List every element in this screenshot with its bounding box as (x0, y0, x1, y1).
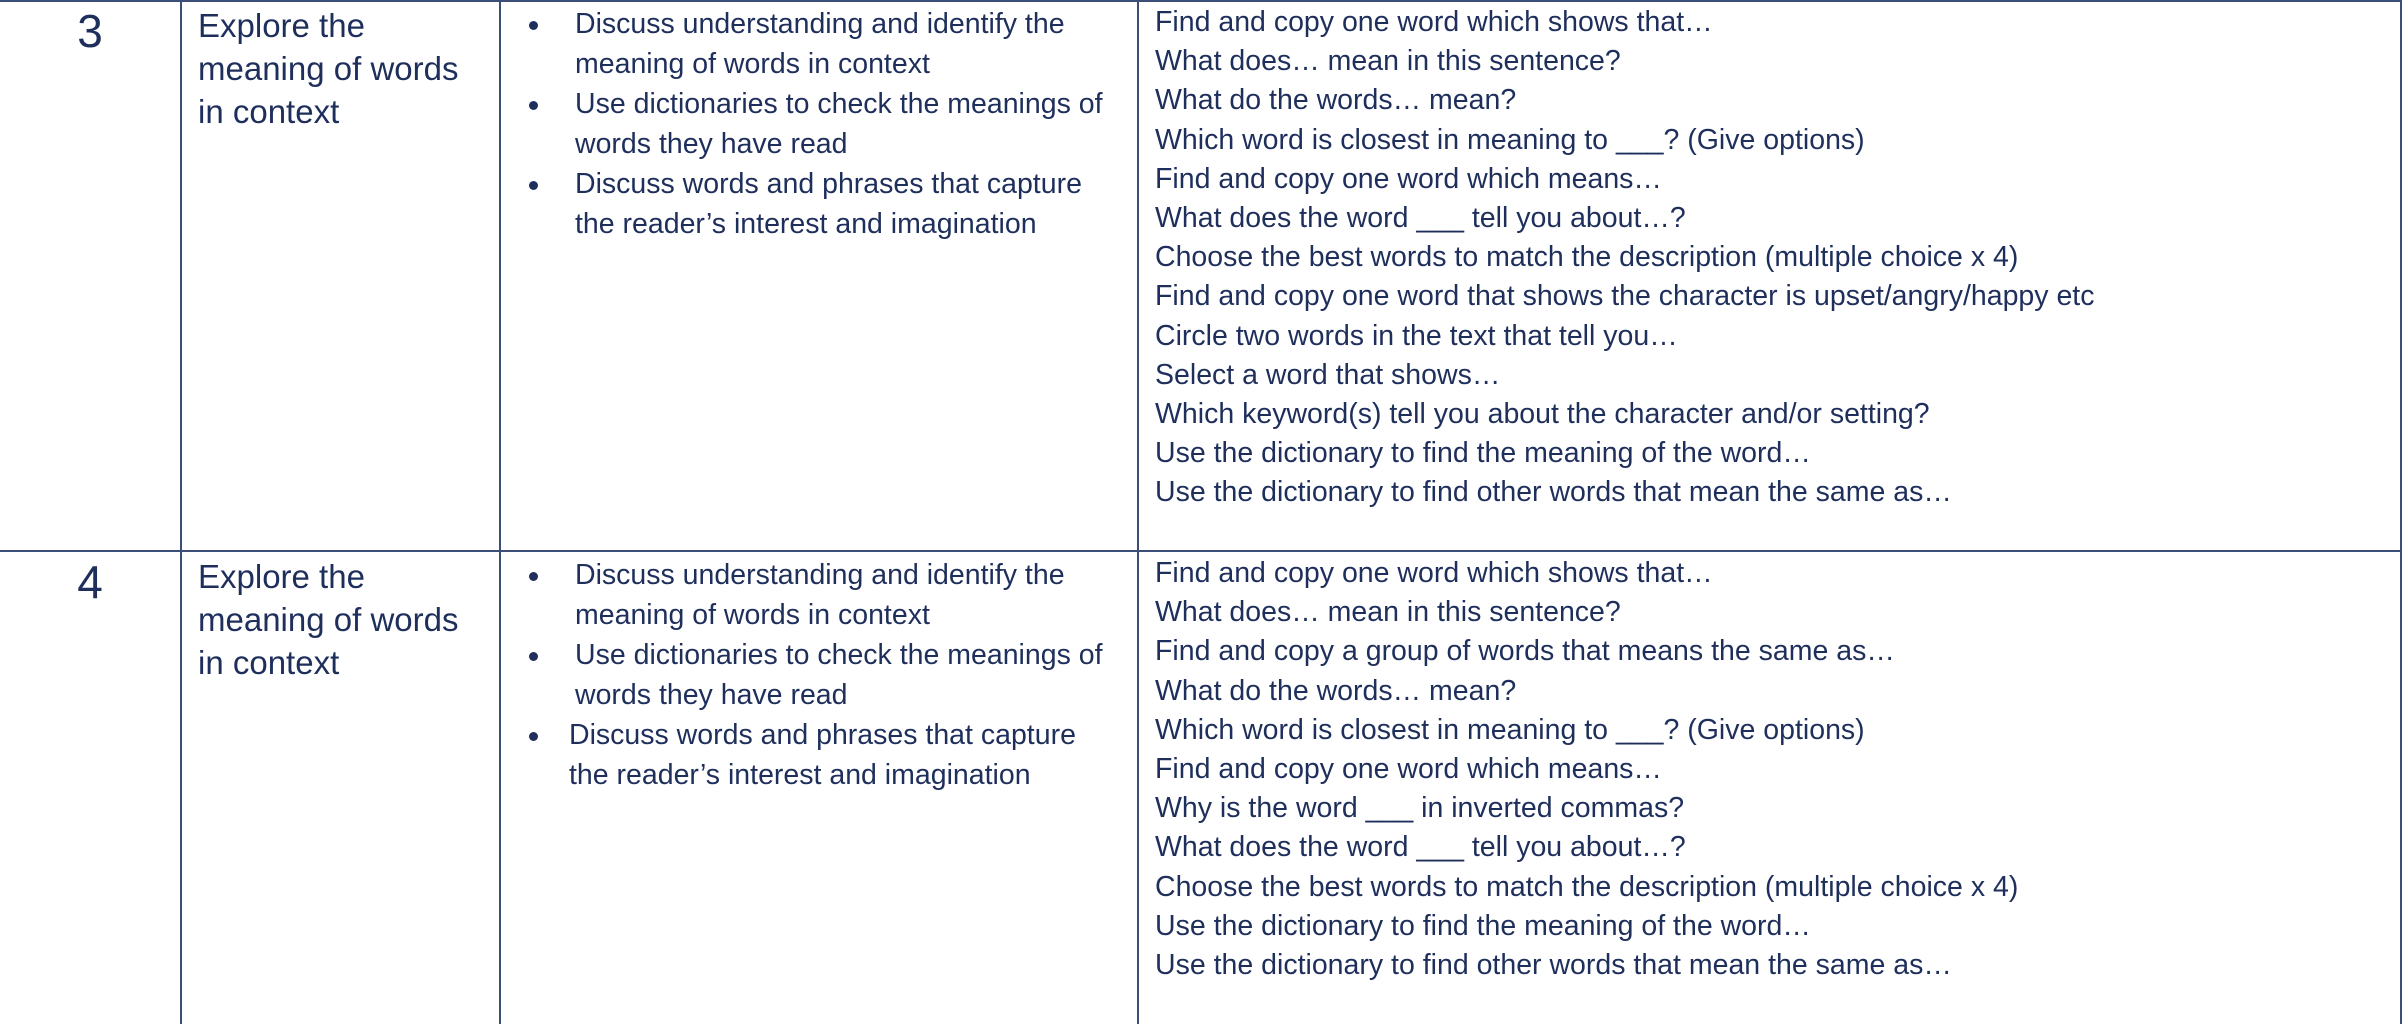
question-stems-cell (1138, 3, 2402, 513)
skills-list (510, 555, 1124, 795)
question-stem: Use the dictionary to find other words that mean the same as… (1155, 949, 1952, 982)
skills-cell (500, 4, 1138, 244)
skill-item (510, 635, 1124, 715)
question-stem: Select a word that shows… (1155, 358, 1501, 391)
question-stem: Which word is closest in meaning to ___? (Give options) (1155, 123, 1865, 156)
skill-text: Use dictionaries to check the meanings of (575, 88, 1103, 120)
skill-text: words they have read (575, 128, 848, 160)
question-stem: Find and copy a group of words that means the same as… (1155, 635, 1895, 668)
year-cell: 4 (77, 556, 103, 608)
skills-list (510, 4, 1124, 244)
year-cell: 3 (77, 5, 103, 57)
row-divider (0, 550, 2402, 552)
question-stem: What does… mean in this sentence? (1155, 596, 1621, 629)
question-stem: Find and copy one word that shows the character is upset/angry/happy etc (1155, 280, 2095, 313)
skill-text: the reader’s interest and imagination (575, 208, 1037, 240)
question-stem: Choose the best words to match the description (multiple choice x 4) (1155, 870, 2019, 903)
skill-item (510, 164, 1124, 244)
question-stem: Use the dictionary to find the meaning of the word… (1155, 437, 1811, 470)
skill-text: meaning of words in context (575, 48, 930, 80)
focus-line: meaning of words (198, 50, 459, 87)
question-stem: What does the word ___ tell you about…? (1155, 831, 1686, 864)
question-stem: What do the words… mean? (1155, 674, 1517, 707)
skill-item (510, 84, 1124, 164)
skill-text: the reader’s interest and imagination (569, 759, 1031, 791)
skill-text: Discuss understanding and identify the (575, 559, 1065, 591)
question-stem: Use the dictionary to find other words that mean the same as… (1155, 476, 1952, 509)
focus-cell (180, 555, 500, 684)
question-stem: What does… mean in this sentence? (1155, 45, 1621, 78)
focus-line: Explore the (198, 7, 365, 44)
skill-item (510, 715, 1124, 795)
focus-cell (180, 4, 500, 133)
focus-line: meaning of words (198, 601, 459, 638)
focus-line: in context (198, 93, 340, 130)
question-stem: What does the word ___ tell you about…? (1155, 202, 1686, 235)
question-stem: Circle two words in the text that tell you… (1155, 319, 1678, 352)
question-stem: What do the words… mean? (1155, 84, 1517, 117)
skill-item (510, 555, 1124, 635)
skill-text: Use dictionaries to check the meanings of (575, 639, 1103, 671)
question-stems-cell (1138, 554, 2402, 985)
question-stem: Which word is closest in meaning to ___? (Give options) (1155, 713, 1865, 746)
column-divider (180, 0, 182, 1024)
question-stem: Find and copy one word which means… (1155, 753, 1662, 786)
question-stem: Which keyword(s) tell you about the character and/or setting? (1155, 398, 1930, 431)
skill-text: words they have read (575, 679, 848, 711)
skill-text: Discuss words and phrases that capture (569, 719, 1076, 751)
question-stem: Find and copy one word which shows that… (1155, 6, 1713, 38)
skill-item (510, 4, 1124, 84)
question-stem: Find and copy one word which shows that… (1155, 557, 1713, 589)
question-stem: Find and copy one word which means… (1155, 162, 1662, 195)
question-stem: Choose the best words to match the description (multiple choice x 4) (1155, 241, 2019, 274)
skill-text: Discuss words and phrases that capture (575, 168, 1082, 200)
skill-text: Discuss understanding and identify the (575, 8, 1065, 40)
focus-line: Explore the (198, 558, 365, 595)
question-stem: Use the dictionary to find the meaning of the word… (1155, 909, 1811, 942)
table-border-top (0, 0, 2402, 2)
skill-text: meaning of words in context (575, 599, 930, 631)
skills-cell (500, 555, 1138, 795)
question-stem: Why is the word ___ in inverted commas? (1155, 792, 1685, 825)
focus-line: in context (198, 644, 340, 681)
